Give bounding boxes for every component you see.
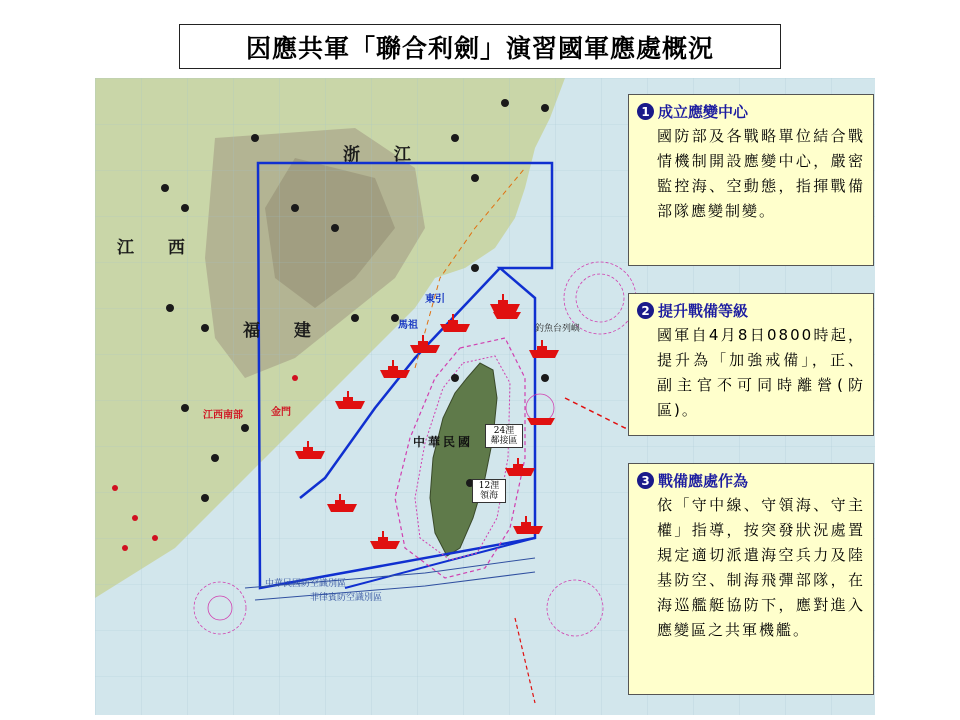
page-title: 因應共軍「聯合利劍」演習國軍應處概況	[179, 24, 781, 69]
info-panel-1	[628, 94, 874, 266]
diaoyu-label: 釣魚台列嶼	[535, 324, 581, 334]
panel-3-body: 依「守中線、守領海、守主權」指導，按突發狀況處置規定適切派遣海空兵力及陸基防空、制海飛彈部隊，在海巡艦艇協防下，應對進入應變區之共軍機艦。	[657, 496, 865, 639]
province-label-jiangxi: 江 西	[117, 238, 199, 258]
matsu-label: 馬祖	[398, 320, 418, 331]
panel-2-heading	[637, 300, 865, 321]
province-label-fujian: 福 建	[243, 321, 325, 341]
panel-1-heading	[637, 101, 865, 122]
roc-adiz-label: 中華民國防空識別區	[265, 579, 347, 589]
philippine-adiz-label: 菲律賓防空識別區	[310, 593, 383, 603]
contiguous-zone-tag: 24浬 鄰接區	[485, 424, 523, 448]
panel-2-title: 提升戰備等級	[658, 302, 749, 320]
panel-1-title: 成立應變中心	[658, 103, 749, 121]
number-badge-icon: 1	[637, 103, 654, 120]
info-panel-2	[628, 293, 874, 436]
province-label-zhejiang: 浙 江	[343, 145, 425, 165]
info-panel-3	[628, 463, 874, 695]
kinmen-label: 金門	[271, 407, 291, 418]
dongyin-label: 東引	[425, 294, 445, 305]
number-badge-icon: 2	[637, 302, 654, 319]
taiwan-label: 中華民國	[413, 435, 474, 449]
panel-3-heading	[637, 470, 865, 491]
panel-3-title: 戰備應處作為	[658, 472, 749, 490]
territorial-sea-tag: 12浬 領海	[472, 479, 506, 503]
jiangxi-south-label: 江西南部	[203, 410, 243, 421]
panel-2-body: 國軍自4月8日0800時起，提升為「加強戒備」，正、副主官不可同時離營(防區)。	[657, 326, 865, 419]
panel-1-body: 國防部及各戰略單位結合戰情機制開設應變中心，嚴密監控海、空動態，指揮戰備部隊應變制變。	[657, 127, 865, 220]
number-badge-icon: 3	[637, 472, 654, 489]
